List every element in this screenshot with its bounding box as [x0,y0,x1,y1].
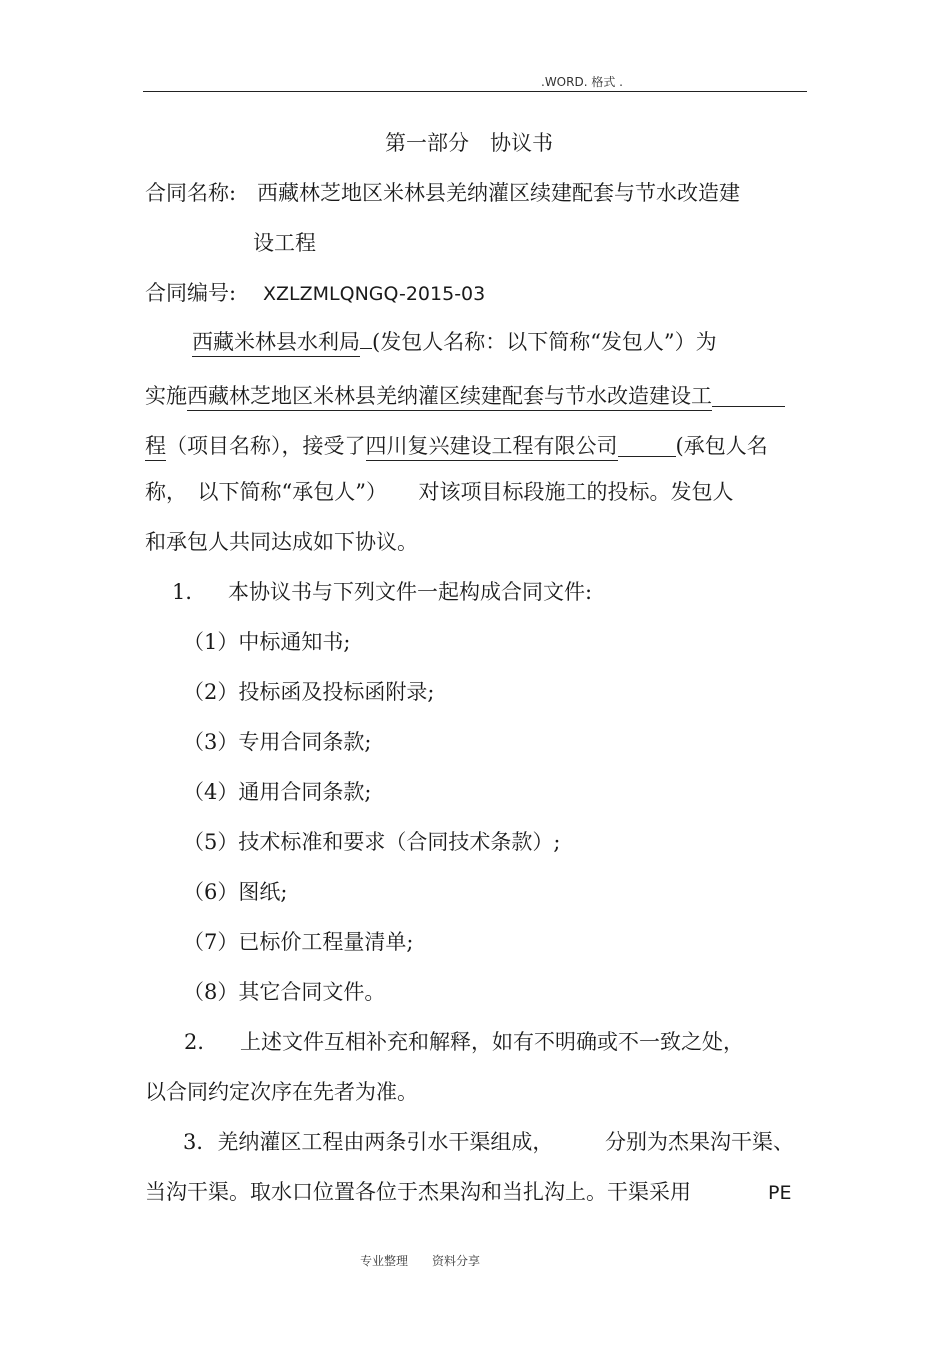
document-item-2: （2）投标函及投标函附录; [183,680,435,704]
preamble-line-5: 和承包人共同达成如下协议。 [145,530,418,554]
preamble-line-3-end: (承包人名 [675,434,768,458]
project-name-end: 程 [145,434,166,461]
preamble-line-1 [192,332,717,353]
contract-name-value-cont: 设工程 [253,231,316,255]
contract-number-value: XZLZMLQNGQ-2015-03 [263,283,486,305]
document-item-4: （4）通用合同条款; [183,780,372,804]
document-item-7: （7）已标价工程量清单; [183,930,414,954]
project-underline-pad [712,382,785,407]
preamble-line-3-mid: （项目名称），接受了 [166,434,366,458]
document-item-8: （8）其它合同文件。 [183,980,386,1004]
document-item-5: （5）技术标准和要求（合同技术条款）; [183,830,561,854]
footer-left: 专业整理 [360,1254,409,1268]
preamble-line-1-rest: (发包人名称：以下简称“发包人”）为 [372,330,717,354]
employer-underline-pad [360,346,372,349]
document-item-3: （3）专用合同条款; [183,730,372,754]
clause-2-number: 2． [184,1030,219,1054]
document-item-6: （6）图纸; [183,880,288,904]
document-item-1: （1）中标通知书; [183,630,351,654]
clause-3-line-2a: 当沟干渠。取水口位置各位于杰果沟和当扎沟上。干渠采用 [145,1180,691,1204]
contract-number-label: 合同编号: [145,281,237,305]
clause-2-line-2: 以合同约定次序在先者为准。 [145,1080,418,1104]
footer-right: 资料分享 [432,1254,481,1268]
clause-1-text: 本协议书与下列文件一起构成合同文件: [228,580,593,604]
preamble-line-3 [145,432,768,457]
contract-name-label: 合同名称: [145,181,237,205]
preamble-line-4: 称， 以下简称“承包人”） 对该项目标段施工的投标。发包人 [145,480,734,504]
clause-3-line-1b: 分别为杰果沟干渠、 [605,1130,794,1154]
clause-2-line-1: 上述文件互相补充和解释，如有不明确或不一致之处， [240,1030,744,1054]
page-title: 第一部分 协议书 [385,131,553,155]
clause-3-line-1a: 3．羌纳灌区工程由两条引水干渠组成， [183,1130,554,1154]
header-divider [143,91,807,92]
contractor-underline-pad [618,432,676,457]
preamble-line-2-prefix: 实施 [145,384,187,408]
project-name: 西藏林芝地区米林县羌纳灌区续建配套与节水改造建设工 [187,384,712,411]
preamble-line-2 [145,382,785,407]
clause-3-line-2b: PE [768,1182,792,1204]
page-header: .WORD. 格式 . [541,75,623,89]
clause-1-number: 1． [172,580,207,604]
contractor-name: 四川复兴建设工程有限公司 [366,434,618,461]
contract-name-value: 西藏林芝地区米林县羌纳灌区续建配套与节水改造建 [257,181,740,205]
employer-name: 西藏米林县水利局 [192,330,360,357]
